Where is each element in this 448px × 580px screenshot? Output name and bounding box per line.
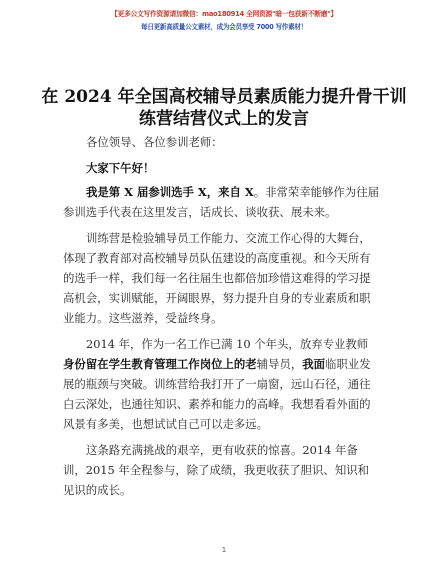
- paragraph-3-line-3: 展的瓶颈与突破。训练营给我打开了一扇窗，远山石径，通往: [63, 377, 371, 391]
- paragraph-2-line-3: 的选手一样，我们每一名往届生也都倍加珍惜这难得的学习提: [63, 271, 371, 285]
- promo-banner-line-1: 【更多公文写作资源请加微信：mao180914 全网资源"暗一包获新不断磨"】: [111, 10, 337, 18]
- promo-banner-line-2: 每日更新高质量公文素材，成为会员享受 7000 写作素材！: [141, 23, 307, 31]
- document-title-line-2: 练营结营仪式上的发言: [139, 109, 309, 129]
- p3-text-role: 辅导员，: [256, 357, 303, 371]
- paragraph-3-line-1: 2014 年，作为一名工作已满 10 个年头，放弃专业教师: [86, 337, 369, 351]
- page-number: 1: [221, 546, 227, 554]
- paragraph-3-line-5: 风景有多美，也想试试自己可以走多远。: [63, 417, 269, 431]
- paragraph-4-line-1: 这条路充满挑战的艰辛，更有收获的惊喜。2014 年备: [86, 443, 358, 457]
- paragraph-3-line-2: [63, 356, 371, 372]
- p1-bold-intro: 我是第 X 届参训选手 X，: [86, 185, 219, 199]
- paragraph-2-line-5: 业能力。这些滋养，受益终身。: [63, 311, 223, 325]
- paragraph-4-line-2: 训，2015 年全程参与，除了成绩，我更收获了胆识、知识和: [63, 463, 369, 477]
- document-title-line-1: 在 2024 年全国高校辅导员素质能力提升骨干训: [41, 87, 407, 107]
- p3-bold-self: 我面: [302, 357, 326, 371]
- p3-text-rest: 临职业发: [325, 357, 371, 371]
- p1-bold-origin: 来自 X: [218, 185, 254, 199]
- paragraph-3-line-4: 白云深处，也通往知识、素养和能力的高峰。我想看看外面的: [63, 397, 371, 411]
- paragraph-4-line-3: 见识的成长。: [63, 483, 132, 497]
- paragraph-2-line-1: 训练营是检验辅导员工作能力、交流工作心得的大舞台，: [86, 231, 371, 245]
- greeting: 大家下午好！: [86, 161, 155, 175]
- paragraph-1-line-1: [86, 184, 379, 200]
- salutation: 各位领导、各位参训老师：: [86, 135, 223, 149]
- paragraph-1-line-2: 参训选手代表在这里发言，话成长、谈收获、展未来。: [63, 205, 337, 219]
- paragraph-2-line-2: 体现了教育部对高校辅导员队伍建设的高度重视。和今天所有: [63, 251, 371, 265]
- p3-bold-role: 身份留在学生教育管理工作岗位上的老: [63, 357, 257, 371]
- p1-text: 。非常荣幸能够作为往届: [253, 185, 379, 199]
- paragraph-2-line-4: 高机会，实训赋能，开阔眼界，努力提升自身的专业素质和职: [63, 291, 371, 305]
